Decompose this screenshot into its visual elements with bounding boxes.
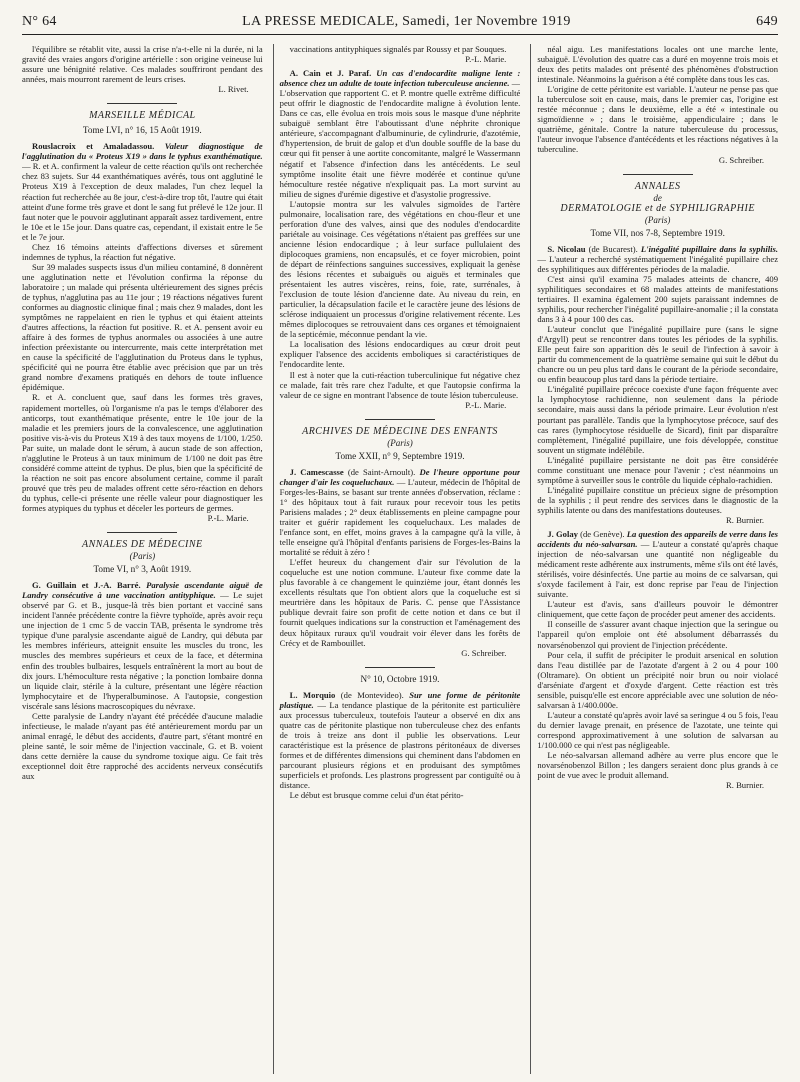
article: [22, 141, 263, 241]
volume-info: Tome VII, nos 7-8, Septembre 1919.: [590, 227, 725, 238]
page-number: 649: [756, 14, 778, 29]
section-divider: [623, 174, 693, 175]
article: [280, 690, 521, 790]
section-city: (Paris): [129, 551, 156, 562]
article-author: J. Golay: [547, 529, 578, 540]
section-title-connector: de: [653, 192, 662, 203]
section-title: MARSEILLE MÉDICAL: [89, 110, 196, 122]
paragraph: L'auteur est d'avis, sans d'ailleurs pouvoir le démontrer cliniquement, que cette façon de procéder peut amener des accidents.: [537, 599, 779, 620]
article-text: — L'auteur a recherché systématiquement l'inégalité pupillaire chez des syphilitiques aux différentes périodes de la maladie.: [537, 253, 779, 274]
volume-info: Tome VI, n° 3, Août 1919.: [93, 564, 192, 575]
section-title: ANNALES DE MÉDECINE: [82, 539, 203, 551]
article-title: Valeur diagnostique de l'agglutination du « Proteus X19 » dans le typhus exanthématique.: [22, 141, 263, 162]
article-author: L. Morquio: [289, 689, 336, 700]
paragraph: C'est ainsi qu'il examina 75 malades atteints de chancre, 409 syphilitiques secondaires et 68 malades atteints de manifestations tertiaires. Il examina également 200 sujets paraissant indemnes de syphilis, pour rechercher l'inégalité pupillaire-anomalie ; il la constata dans 3 à 4 pour 100 des cas.: [537, 273, 779, 325]
section-divider: [107, 532, 177, 533]
column-2: [273, 44, 521, 1074]
paragraph: L'inégalité pupillaire persistante ne doit pas être considérée comme constituant une menace pour l'avenir ; c'est néanmoins un symptôme à surveiller sous le contrôle du liquide céphalo-rachidien.: [537, 454, 779, 485]
article-title: Paralysie ascendante aiguë de Landry consécutive à une vaccination antityphique.: [22, 580, 263, 601]
paragraph: vaccinations antityphiques signalés par Roussy et par Souques.: [289, 44, 507, 54]
section-title: ARCHIVES DE MÉDECINE DES ENFANTS: [302, 425, 498, 437]
article: [280, 68, 521, 199]
signature: L. Rivet.: [218, 84, 249, 95]
journal-page: [22, 14, 778, 1074]
signature: G. Schreiber.: [461, 647, 507, 658]
paragraph: L'inégalité pupillaire constitue un précieux signe de présomption de la syphilis ; il peut rendre des services dans le diagnostic de la syphilis latente ou dans des manifestations douteuses.: [537, 484, 779, 515]
article-author-location: (de Saint-Arnoult).: [347, 466, 416, 477]
paragraph: Cette paralysie de Landry n'ayant été précédée d'aucune maladie infectieuse, le malade n'ayant pas été antérieurement mordu par un animal enragé, le début des accidents, d'autre part, s'étant montré en pleine santé, le soir même de l'injection vaccinale, G. et B. voient dans cette dernière la cause du syndrome toxique aigu. Ce fait très exceptionnel doit être rapproché des accidents nerveux consécutifs aux: [22, 710, 263, 782]
article-text: — Le sujet observé par G. et B., jusque-là très bien portant et vacciné sans incident l'année précédente contre la fièvre typhoïde, après avoir reçu une injection de 1 cmc 5 de vaccin TAB, présenta le syndrome très typique d'une paralysie ascendante aiguë de Landry, qui débuta par les membres inférieurs, atteignit ensuite les muscles du tronc, les muscles des membres supérieurs et ceux de la face, et détermina enfin des troubles bulbaires, lesquels entraînèrent la mort au bout de dix jours. L'hémoculture resta négative ; la ponction lombaire donna un liquide clair, stérile à la culture, présentant une légère réaction lymphocytaire et de l'hyperalbuminose. A l'autopsie, congestion viscérale sans lésions macroscopiques du névraxe.: [22, 590, 263, 711]
article-author: J. Camescasse: [289, 466, 344, 477]
article-author-location: (de Genève).: [580, 529, 625, 540]
paragraph: La localisation des lésions endocardiques au cœur droit peut expliquer l'absence des accidents emboliques si caractéristiques de l'endocardite lente.: [279, 339, 521, 370]
signature: R. Burnier.: [726, 514, 765, 525]
paragraph: Chez 16 témoins atteints d'affections diverses et sûrement indemnes de typhus, la réaction fut négative.: [22, 241, 263, 262]
article-author: G. Guillain et J.-A. Barré.: [32, 580, 141, 591]
section-title: ANNALES: [634, 180, 681, 192]
paragraph: L'autopsie montra sur les valvules sigmoïdes de l'artère pulmonaire, localisation rare, des végétations en chou-fleur et une perforation d'une des valves, ainsi que des nodules d'endocardite pariétale au voisinage. Ces végétations n'étaient pas greffées sur une ancienne lésion endocardique ; à leur surface pullulaient des diplocoques gramiens, non encapsulés, et ce foyer microbien, point de départ de réinfections sanguines successives, expliquait la genèse des lésions récentes et subaiguës ou aiguës et terminales que présentaient les autres viscères, reins, foie, rate, surrénales, à l'exclusion de toute lésion d'ancienne date. Au niveau du rein, en particulier, la décapsulation facile et le caractère jeune des lésions de sclérose indiquaient un processus d'origine relativement récente. Les mêmes diplocoques se retrouvaient dans ces organes et témoignaient de la septicémie, méconnue pendant la vie.: [279, 198, 521, 340]
article-author-location: (de Bucarest).: [588, 243, 638, 254]
paragraph: L'auteur conclut que l'inégalité pupillaire pure (sans le signe d'Argyll) peut se rencontrer dans toutes les périodes de la syphilis. Elle peut faire son apparition dès le seuil de l'infection à savoir à partir du commencement de la quatrième semaine qui suit le début du chancre ou un peu plus tard dans le courant de la période secondaire, ou enfin beaucoup plus tard dans la période tertiaire.: [537, 324, 779, 385]
signature: P.-L. Marie.: [465, 399, 507, 410]
volume-info: N° 10, Octobre 1919.: [360, 673, 440, 684]
paragraph: néal aigu. Les manifestations locales ont une marche lente, subaiguë. L'évolution des quatre cas a duré en moyenne trois mois et deux des petits malades ont présenté des phénomènes d'obstruction intestinale. Néanmoins la guérison a été complète dans tous les cas.: [537, 44, 779, 85]
article-title: De l'heure opportune pour changer d'air les coqueluchaux.: [279, 466, 521, 487]
paragraph: Le début est brusque comme celui d'un état périto-: [289, 790, 464, 801]
section-city: (Paris): [644, 214, 671, 225]
section-divider: [365, 667, 435, 668]
column-1: [22, 44, 263, 1074]
article: [537, 244, 778, 274]
signature: R. Burnier.: [726, 780, 765, 791]
paragraph: L'inégalité pupillaire précoce coexiste d'une façon fréquente avec la lymphocytose rachidienne, non seulement dans la période secondaire, mais aussi dans la période primaire. Leur évolution n'est pourtant pas parallèle. Tandis que la lymphocytose précoce, sauf des cas rares (lymphocytose résiduelle de Sicard), finit par disparaître complètement, l'inégalité pupillaire, une fois développée, constitue souvent un stigmate indélébile.: [537, 384, 779, 455]
paragraph: L'auteur a constaté qu'après avoir lavé sa seringue 4 ou 5 fois, l'eau du dernier lavage prenait, en présence de l'azotate, une teinte qui correspond approximativement à une solution de salvarsan au 1/100.000 ce qui n'est pas négligeable.: [537, 709, 779, 750]
paragraph: L'effet heureux du changement d'air sur l'évolution de la coqueluche est une notion commune. L'auteur fixe comme date la plus favorable à ce changement le quinzième jour, étant donnés les excellents résultats que l'on obtient alors que la coqueluche est si meurtrière dans les hôpitaux de Paris. C. pense que l'Assistance publique devrait faire son profit de cette notion et dans ce but il fournit quelques indications sur la construction et l'aménagement des deux hôpitaux ruraux qu'il voudrait voir élever dans les forêts de Crécy et de Rambouillet.: [279, 557, 521, 648]
paragraph: Il est à noter que la cuti-réaction tuberculinique fut négative chez ce malade, fait très rare chez l'adulte, et que l'autopsie confirma la valeur de ce signe en montrant l'absence de toute lésion tuberculeuse.: [279, 369, 521, 400]
article-text: — L'observation que rapportent C. et P. montre quelle extrême difficulté peut offrir le diagnostic de l'endocardite maligne à évolution lente. Dans ce cas, elle évolua en trois mois sous le masque d'une néphrite subaiguë semblant être l'aboutissant d'une néphrite chronique antérieure, s'accompagnant d'albuminurie, de cylindrurie, d'azotémie, d'hypertension, de bruit de galop et d'un double souffle de la base du cœur qui fit penser à une aortite concomitante, malgré le Wassermann négatif et l'absence d'infection dans les antécédents. Le seul symptôme insolite était une fièvre modérée et continue qu'une hémoculture restée négative n'expliquait pas. La mort survint au milieu de signes d'urémie digestive et d'asystolie progressive.: [279, 78, 521, 199]
section-divider: [365, 419, 435, 420]
article-author: S. Nicolau: [547, 243, 586, 254]
section-city: (Paris): [387, 437, 413, 448]
paragraph: l'équilibre se rétablit vite, aussi la crise n'a-t-elle ni la durée, ni la gravité des vraies angors d'origine artérielle : son origine veineuse lui assure une bénignité relative. Ces malades souffriront pendant des années, mais mourront rarement de leurs crises.: [22, 44, 263, 85]
article-author: Rouslacroix et Amaladassou.: [32, 141, 155, 152]
issue-number: N° 64: [22, 14, 57, 29]
volume-info: Tome XXII, n° 9, Septembre 1919.: [335, 450, 465, 461]
article-title: L'inégalité pupillaire dans la syphilis.: [640, 243, 779, 254]
paragraph: R. et A. concluent que, sauf dans les formes très graves, rapidement mortelles, où l'organisme n'a pas le temps d'élaborer des anticorps, tout exanthématique présente, entre le 10e jour de la maladie et les premiers jours de la convalescence, une agglutination positive vis-à-vis du Proteus X19 à des taux moyens de 1/100, 1/250. Par suite, un malade dont le sérum, à aucun stade de son affection, n'agglutine le Proteus à un taux minimum de 1/100 ne doit pas être considéré comme atteint de typhus. De plus, bien que la spécificité de la réaction ne soit pas encore absolument certaine, comme il paraît prouvé que très peu de malades offrent cette séro-réaction en dehors du typhus, celle-ci présente une réelle valeur pour diagnostiquer les formes atypiques du typhus et déceler les porteurs de germes.: [22, 392, 263, 513]
article-title: Un cas d'endocardite maligne lente : absence chez un adulte de toute infection tuberculeuse ancienne.: [279, 68, 521, 89]
article: [537, 529, 778, 599]
article: [22, 580, 263, 711]
section-title-continued: DERMATOLOGIE et de SYPHILIGRAPHIE: [560, 202, 755, 214]
article-text: — L'auteur a constaté qu'après chaque injection de néo-salvarsan une quantité non négligeable du médicament reste adhérente aux instruments, même s'ils ont été lavés, stérilisés, voire désinfectés. Une partie au moins de ce salvarsan, qui s'oxyde facilement à l'air, est donc reprise par l'eau de l'injection suivante.: [537, 539, 779, 600]
paragraph: Le néo-salvarsan allemand adhère au verre plus encore que le novarsénobenzol Billon ; les dangers seraient donc plus grands à ce point de vue avec le produit allemand.: [537, 750, 779, 781]
article-text: — La tendance plastique de la péritonite est particulière aux processus tuberculeux, toutefois l'auteur a observé en dix ans quatre cas de péritonite plastique non tuberculeuse chez des enfants de trois à treize ans dont il publie les observations. Leur caractéristique est la présence de plastrons péritonéaux de diverses formes et de différentes dimensions qui cheminent dans l'abdomen en parcourant plusieurs régions et en produisant des symptômes superficiels et profonds. Les plastrons progressent par contiguïté ou à distance.: [279, 699, 521, 791]
article-text: — L'auteur, médecin de l'hôpital de Forges-les-Bains, se basant sur trente années d'observation, réclame : 1° des hôpitaux tout à fait ruraux pour recevoir tous les petits Parisiens malades ; 2° deux établissements en pleine campagne pour traiter et guérir rapidement les coqueluchaux. Les malades de l'enfance sont, en effet, moins graves à la campagne qu'à la ville, à telle enseigne qu'à l'hôpital d'enfants parisiens de Forges-les-Bains la mortalité se réduit à zéro !: [279, 476, 521, 558]
paragraph: Sur 39 malades suspects issus d'un milieu contaminé, 8 donnèrent une agglutination nette et l'évolution confirma la réponse du laboratoire ; un malade qui présenta ultérieurement des signes précis de typhus, n'agglutina pas au 11e jour ; 19 réactions négatives furent conformes au diagnostic clinique final ; mais chez 9 malades, dont les symptômes ne rappelaient en rien le typhus et qui étaient atteints d'autres affections, la réaction fut positive. R. et A. pensent avoir eu affaire à des formes de typhus anormales ou associées à une autre infection préexistante ou intercurrente, mais cette interprétation met en cause la spécificité de l'agglutination du Proteus dans le typhus, spécificité qui ne pourra être établie avec précision que par un très grand nombre d'examens pratiqués en dehors de toute influence épidémique.: [22, 261, 263, 393]
article: [280, 467, 521, 557]
signature: P.-L. Marie.: [207, 513, 249, 524]
article-title: Sur une forme de péritonite plastique.: [279, 689, 521, 710]
section-divider: [107, 103, 177, 104]
volume-info: Tome LVI, n° 16, 15 Août 1919.: [82, 125, 202, 136]
column-3: [530, 44, 778, 1074]
paragraph: Pour cela, il suffit de précipiter le produit arsenical en solution dans l'eau distillée par de l'azotate d'argent à 2 ou 4 pour 100 (Oltramare). On obtient un précipité noir brun ou noir violacé d'arséniate d'argent et d'oxyde d'argent. Cette réaction est très sensible, puisqu'elle est encore appréciable avec une solution de néo-salvarsan à 1/400.000e.: [537, 649, 779, 710]
journal-title: LA PRESSE MEDICALE, Samedi, 1er Novembre 1919: [242, 14, 571, 29]
article-author-location: (de Montevideo).: [340, 689, 404, 700]
article-title: La question des appareils de verre dans les accidents du néo-salvarsan.: [537, 529, 779, 550]
signature: P.-L. Marie.: [465, 54, 507, 65]
paragraph: L'origine de cette péritonite est variable. L'auteur ne pense pas que la tuberculose soit en cause, mais, dans le premier cas, l'origine est restée méconnue ; dans le deuxième, elle a été « intestinale ou sigmoïdienne » ; dans le troisième, appendiculaire ; dans le quatrième, génitale. Contre la nature tuberculeuse du processus, l'auteur invoque l'absence d'antécédents et les réactions négatives à la tuberculine.: [537, 84, 779, 155]
paragraph: Il conseille de s'assurer avant chaque injection que la seringue ou l'appareil qu'on emploie ont été absolument débarrassés du novarsénobenzol qui provient de l'injection précédente.: [537, 619, 779, 650]
article-author: A. Cain et J. Paraf.: [289, 68, 372, 79]
signature: G. Schreiber.: [718, 154, 765, 165]
article-text: — R. et A. confirment la valeur de cette réaction qu'ils ont recherchée chez 83 sujets. Sur 44 exanthématiques avérés, tous ont agglutiné le Proteus X19 à l'exception de deux malades, l'un chez lequel la réaction fut recherchée au 8e jour, c'est-à-dire trop tôt, l'autre qui était atteint d'une forme très grave et dont le sang fut prélevé le 12e jour. Il faut noter que le pouvoir agglutinant apparaît assez tardivement, entre le 10e et le 15e jour. Dans quatre cas, cependant, il existait entre le 5e et le 7e jour.: [22, 161, 263, 242]
page-header: [22, 14, 778, 35]
